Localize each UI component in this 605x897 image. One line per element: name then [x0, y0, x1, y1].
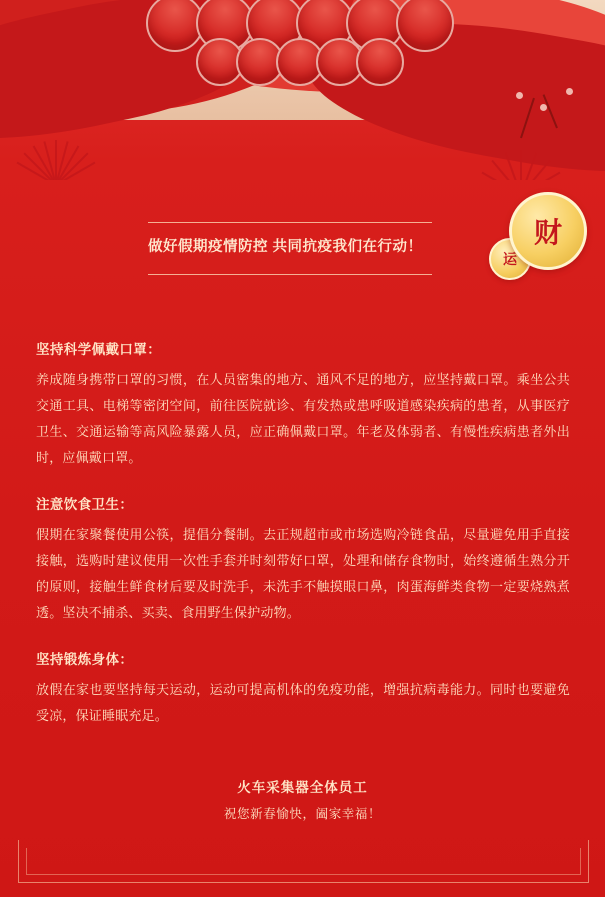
blossom-icon [566, 88, 573, 95]
gold-coin-badge [483, 192, 593, 302]
coin-small-label: 运 [503, 251, 517, 267]
decorative-top-band [0, 0, 605, 180]
page-title: 做好假期疫情防控 共同抗疫我们在行动！ [148, 239, 423, 255]
section-body: 放假在家也要坚持每天运动，运动可提高机体的免疫功能，增强抗病毒能力。同时也要避免受凉，保证睡眠充足。 [36, 682, 570, 723]
scallop-arch-decoration [120, 8, 480, 94]
section-exercise [36, 648, 570, 729]
blossom-icon [516, 92, 523, 99]
coin-big-icon [509, 192, 587, 270]
poster-title-block [148, 222, 432, 275]
scallop-icon [356, 38, 404, 86]
signature-organization: 火车采集器全体员工 [237, 780, 368, 795]
blossom-icon [540, 104, 547, 111]
coin-big-label: 财 [533, 217, 562, 248]
section-heading: 坚持科学佩戴口罩： [36, 342, 162, 357]
poster-content [36, 338, 570, 751]
section-body: 养成随身携带口罩的习惯，在人员密集的地方、通风不足的地方，应坚持戴口罩。乘坐公共交通工具、电梯等密闭空间，前往医院就诊、有发热或患呼吸道感染疾病的患者，从事医疗卫生、交通运输等高风险暴露人员，应正确佩戴口罩。年老及体弱者、有慢性疾病患者外出时，应佩戴口罩。 [36, 372, 570, 465]
fan-burst-icon [475, 150, 565, 180]
bottom-frame-decoration [18, 840, 589, 883]
signature-greeting: 祝您新春愉快，阖家幸福！ [223, 807, 382, 821]
section-food-hygiene [36, 493, 570, 626]
section-body: 假期在家聚餐使用公筷，提倡分餐制。去正规超市或市场选购冷链食品，尽量避免用手直接接触，选购时建议使用一次性手套并时刻带好口罩，处理和储存食物时，始终遵循生熟分开的原则，接触生鲜食材后要及时洗手，未洗手不触摸眼口鼻，肉蛋海鲜类食物一定要烧熟煮透。坚决不捕杀、买卖、食用野生保护动物。 [36, 527, 570, 620]
fan-burst-icon [10, 140, 100, 180]
section-heading: 坚持锻炼身体： [36, 652, 134, 667]
section-heading: 注意饮食卫生： [36, 497, 134, 512]
section-masks [36, 338, 570, 471]
